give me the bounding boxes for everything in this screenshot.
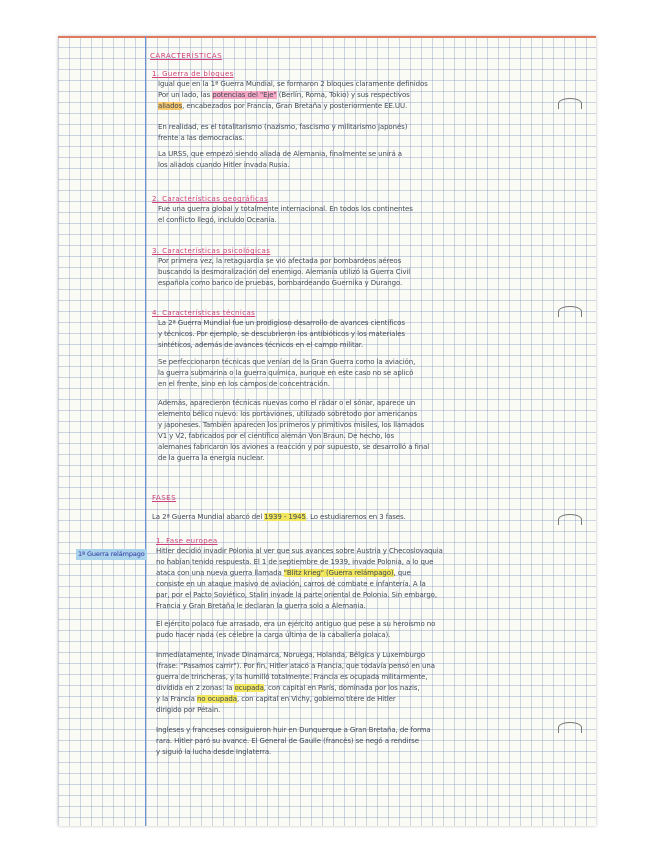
subheading-guerra-bloques: 1. Guerra de bloques bbox=[152, 70, 234, 78]
binder-hole-icon bbox=[558, 514, 582, 525]
text-line: (frase: "Pasamos carrir"). Por fin, Hitler atacó a Francia, que todavía pensó en una bbox=[156, 662, 435, 670]
text-line: en el frente, sino en los campos de concentración. bbox=[158, 380, 330, 388]
text-line: Fue una guerra global y totalmente internacional. En todos los continentes bbox=[158, 205, 413, 213]
text-line: sintéticos, además de avances técnicos en el campo militar. bbox=[158, 341, 364, 349]
binder-holes bbox=[552, 36, 582, 826]
text-line: no habían tenido respuesta. El 1 de septiembre de 1939, invade Polonia, a lo que bbox=[156, 558, 434, 566]
page-top-edge bbox=[58, 36, 596, 38]
text-line: el conflicto llegó, incluido Oceanía. bbox=[158, 216, 277, 224]
binder-hole-icon bbox=[558, 306, 582, 317]
highlight-aliados: aliados bbox=[158, 102, 183, 110]
text-line: elemento bélico nuevo: los portaviones, utilizado sobretodo por americanos bbox=[158, 410, 417, 418]
text-line: Inmediatamente, invade Dinamarca, Noruega, Holanda, Bélgica y Luxemburgo bbox=[156, 651, 425, 659]
highlight-no-ocupada: no ocupada bbox=[196, 695, 237, 703]
highlight-eje: potencias del "Eje" bbox=[212, 91, 277, 99]
highlight-blitzkrieg: "Blitz krieg" (Guerra relámpago) bbox=[283, 569, 394, 577]
text-line: Ingleses y franceses consiguieron huir en Dunquerque a Gran Bretaña, de forma bbox=[156, 726, 431, 734]
text-line: Hitler decidió invadir Polonia al ver que sus avances sobre Austria y Checoslovaquia bbox=[156, 547, 443, 555]
text-line: frente a las democracias. bbox=[158, 134, 245, 142]
text-line: buscando la desmoralización del enemigo. Alemania utilizó la Guerra Civil bbox=[158, 268, 411, 276]
text-line: En realidad, es el totalitarismo (nazismo, fascismo y militarismo japonés) bbox=[158, 123, 408, 131]
text-line: de la guerra la energía nuclear. bbox=[158, 454, 265, 462]
text-line: y la Francia no ocupada, con capital en Vichy, gobierno títere de Hitler bbox=[156, 695, 396, 703]
text-line: guerra de trincheras, y la humilló totalmente. Francia es ocupada militarmente, bbox=[156, 673, 428, 681]
text-line: ataca con una nueva guerra llamada "Blitz krieg" (Guerra relámpago), que bbox=[156, 569, 411, 577]
binder-hole-icon bbox=[558, 722, 582, 733]
binder-hole-icon bbox=[558, 98, 582, 109]
text-line: la guerra submarina o la guerra química, aunque en este caso no se aplicó bbox=[158, 369, 414, 377]
text-line: dividida en 2 zonas: la ocupada, con capital en París, dominada por los nazis, bbox=[156, 684, 420, 692]
text-line: La 2ª Guerra Mundial fue un prodigioso desarrollo de avances científicos bbox=[158, 319, 405, 327]
text-line: La 2ª Guerra Mundial abarcó del 1939 - 1945. Lo estudiaremos en 3 fases. bbox=[152, 513, 406, 521]
section-title-fases: FASES bbox=[152, 493, 177, 502]
text-line: pudo hacer nada (es célebre la carga última de la caballería polaca). bbox=[156, 631, 391, 639]
subheading-tecnicas: 4. Características técnicas bbox=[152, 309, 256, 317]
text-line: y técnicos. Por ejemplo, se descubrieron los antibióticos y los materiales bbox=[158, 330, 405, 338]
text-line: rara. Hitler paró su avance. El General de Gaulle (francés) se negó a rendirse bbox=[156, 737, 419, 745]
subheading-geograficas: 2. Características geográficas bbox=[152, 195, 269, 203]
text-line: Igual que en la 1ª Guerra Mundial, se formaron 2 bloques claramente definidos bbox=[158, 80, 428, 88]
subheading-psicologicas: 3. Características psicológicas bbox=[152, 247, 271, 255]
text-line: La URSS, que empezó siendo aliada de Alemania, finalmente se unirá a bbox=[158, 150, 402, 158]
text-line: los aliados cuando Hitler invada Rusia. bbox=[158, 161, 290, 169]
margin-line bbox=[145, 36, 146, 826]
notebook-page bbox=[58, 36, 596, 826]
subheading-fase-europea: 1. Fase europea bbox=[156, 537, 218, 545]
text-line: alemanes fabricaron los aviones a reacción y por supuesto, se desarrolló a final bbox=[158, 443, 430, 451]
text-line: par, por el Pacto Soviético, Stalin invade la parte oriental de Polonia. Sin embargo, bbox=[156, 591, 437, 599]
text-line: dirigido por Pétain. bbox=[156, 706, 221, 714]
margin-tag-guerra-relampago: 1ª Guerra relámpago bbox=[78, 550, 145, 558]
text-line: consiste en un ataque masivo de aviación, carros de combate e infantería. A la bbox=[156, 580, 426, 588]
highlight-dates: 1939 - 1945 bbox=[264, 513, 306, 521]
text-line: Además, aparecieron técnicas nuevas como el rádar o el sónar, aparece un bbox=[158, 399, 416, 407]
highlight-ocupada: ocupada bbox=[234, 684, 264, 692]
text-line: El ejército polaco fue arrasado, era un ejército antiguo que pese a su heroísmo no bbox=[156, 620, 436, 628]
text-line: española como banco de pruebas, bombardeando Guernika y Durango. bbox=[158, 279, 403, 287]
text-line: Por primera vez, la retaguardia se vió afectada por bombardeos aéreos bbox=[158, 257, 402, 265]
text-line: aliados, encabezados por Francia, Gran Bretaña y posteriormente EE.UU. bbox=[158, 102, 408, 110]
section-title: CARACTERÍSTICAS bbox=[150, 51, 223, 60]
text-line: Francia y Gran Bretaña le declaran la guerra solo a Alemania. bbox=[156, 602, 366, 610]
text-line: V1 y V2, fabricados por el científico alemán Von Braun. De hecho, los bbox=[158, 432, 395, 440]
text-line: Se perfeccionaron técnicas que venían de la Gran Guerra como la aviación, bbox=[158, 358, 416, 366]
text-line: y japoneses. También aparecen los primeros y primitivos misiles, los llamados bbox=[158, 421, 425, 429]
text-line: y siguió la lucha desde Inglaterra. bbox=[156, 748, 272, 756]
text-line: Por un lado, las potencias del "Eje" (Berlín, Roma, Tokio) y sus respectivos bbox=[158, 91, 410, 99]
